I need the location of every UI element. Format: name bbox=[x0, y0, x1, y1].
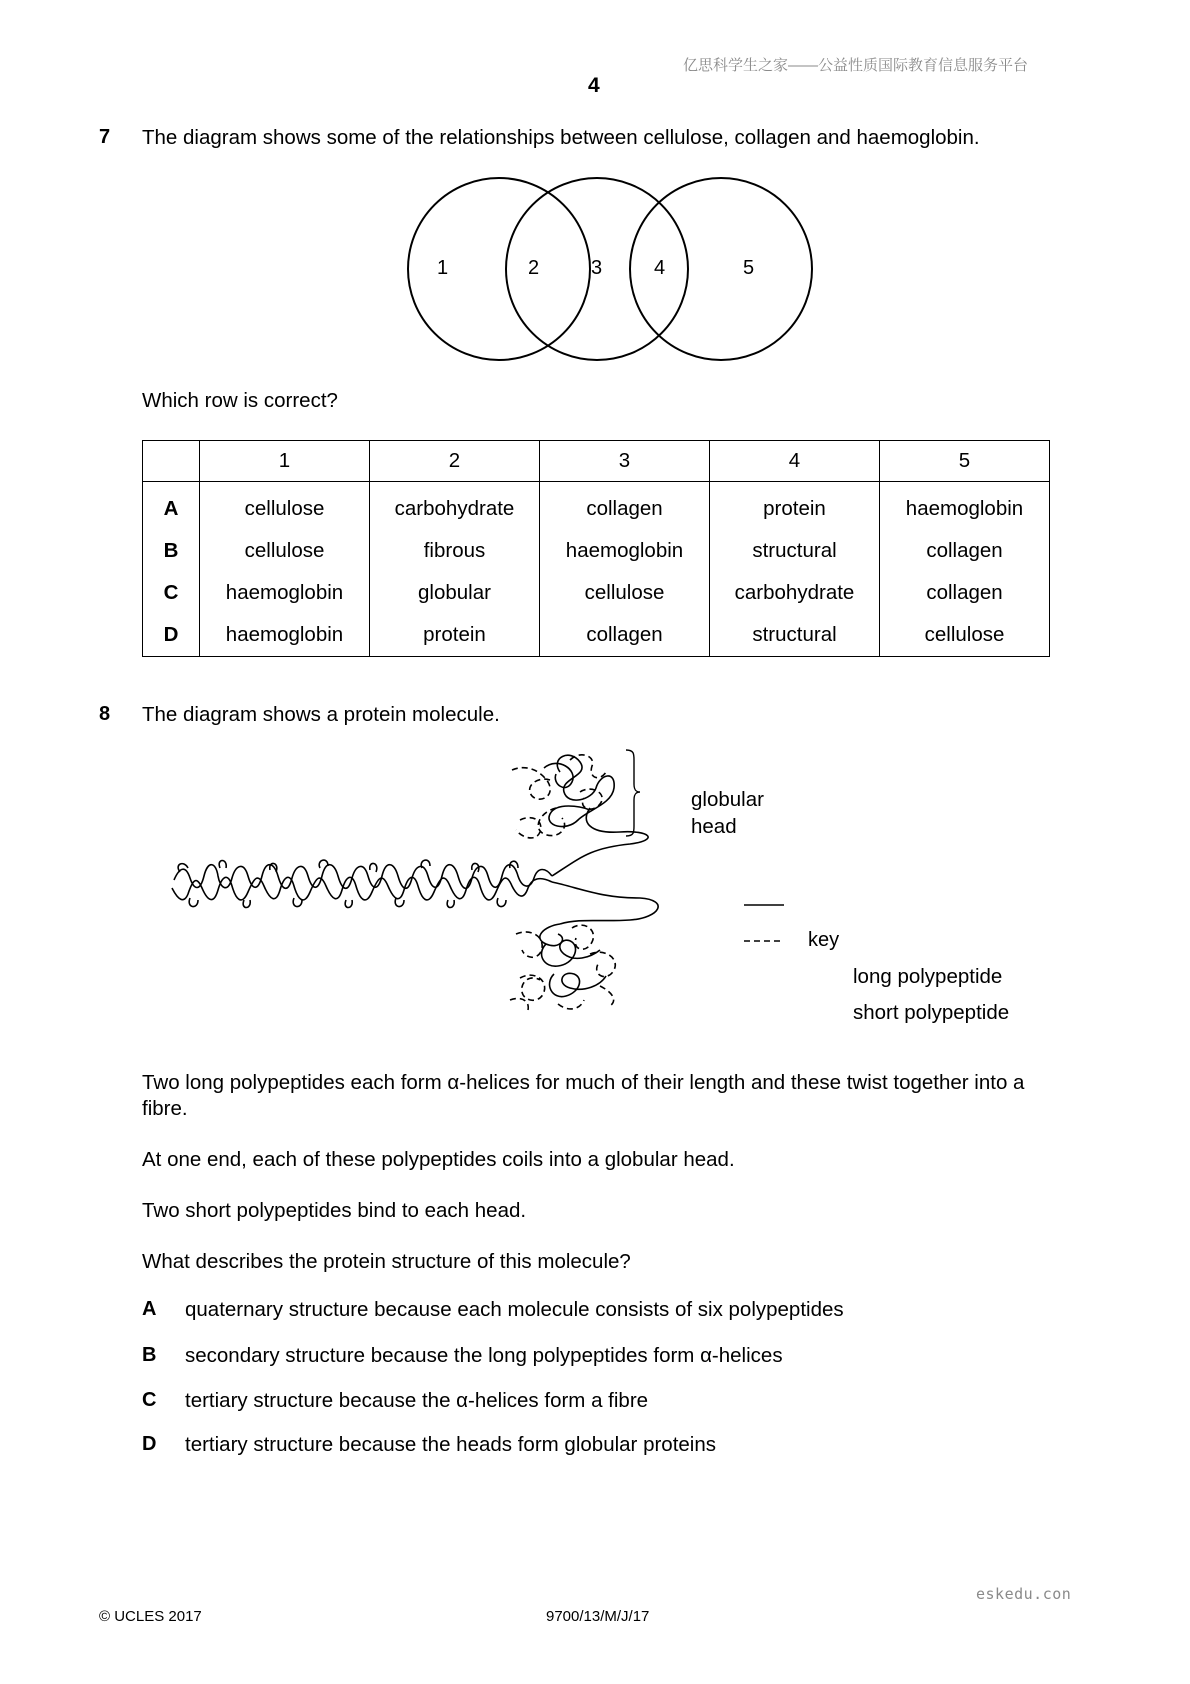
globular-head-upper bbox=[544, 755, 614, 826]
venn-circle-left bbox=[408, 178, 590, 360]
key-title: key bbox=[808, 929, 840, 951]
table-cell: haemoglobin bbox=[200, 614, 370, 657]
table-row bbox=[143, 482, 1050, 531]
table-header-cell: 4 bbox=[710, 441, 880, 482]
question-8-prompt: What describes the protein structure of this molecule? bbox=[142, 1250, 631, 1273]
watermark-text: 亿思科学生之家——公益性质国际教育信息服务平台 bbox=[683, 57, 1029, 74]
table-cell: protein bbox=[370, 614, 540, 657]
question-7-stem: The diagram shows some of the relationships between cellulose, collagen and haemoglobin. bbox=[142, 126, 980, 149]
option-b-letter: B bbox=[142, 1344, 157, 1366]
table-cell: carbohydrate bbox=[710, 572, 880, 614]
venn-region-4: 4 bbox=[654, 257, 666, 279]
table-cell: collagen bbox=[880, 530, 1050, 572]
table-cell: cellulose bbox=[200, 482, 370, 531]
head-bracket bbox=[626, 750, 640, 836]
table-header-cell: 2 bbox=[370, 441, 540, 482]
label-head: head bbox=[691, 815, 737, 838]
paragraph-1-line-1: Two long polypeptides each form α-helices for much of their length and these twist together into a bbox=[142, 1071, 1025, 1094]
paragraph-1-line-2: fibre. bbox=[142, 1097, 188, 1120]
option-a-letter: A bbox=[142, 1298, 157, 1320]
table-cell: collagen bbox=[880, 572, 1050, 614]
table-header-cell: 5 bbox=[880, 441, 1050, 482]
fibrous-tail bbox=[172, 860, 552, 907]
question-8-number: 8 bbox=[99, 703, 111, 725]
table-header-cell: 1 bbox=[200, 441, 370, 482]
row-letter: B bbox=[143, 530, 200, 572]
table-cell: structural bbox=[710, 530, 880, 572]
paragraph-2: At one end, each of these polypeptides coils into a globular head. bbox=[142, 1148, 735, 1171]
answer-table bbox=[142, 440, 1050, 657]
table-cell: globular bbox=[370, 572, 540, 614]
option-d-text: tertiary structure because the heads form globular proteins bbox=[185, 1433, 716, 1456]
option-a-text: quaternary structure because each molecule consists of six polypeptides bbox=[185, 1298, 844, 1321]
label-globular: globular bbox=[691, 788, 764, 811]
table-cell: fibrous bbox=[370, 530, 540, 572]
table-cell: carbohydrate bbox=[370, 482, 540, 531]
table-row bbox=[143, 530, 1050, 572]
table-cell: cellulose bbox=[200, 530, 370, 572]
table-header-row bbox=[143, 441, 1050, 482]
table-cell: structural bbox=[710, 614, 880, 657]
page-number: 4 bbox=[588, 74, 600, 97]
globular-head-lower bbox=[540, 924, 606, 997]
table-row bbox=[143, 572, 1050, 614]
footer-paper-code: 9700/13/M/J/17 bbox=[546, 1608, 650, 1625]
option-c-text: tertiary structure because the α-helices form a fibre bbox=[185, 1389, 649, 1412]
table-header-cell bbox=[143, 441, 200, 482]
question-8-stem: The diagram shows a protein molecule. bbox=[142, 703, 500, 726]
option-b-text: secondary structure because the long polypeptides form α-helices bbox=[185, 1344, 783, 1367]
venn-region-3: 3 bbox=[591, 257, 603, 279]
row-letter: A bbox=[143, 482, 200, 531]
table-row bbox=[143, 614, 1050, 657]
question-7-number: 7 bbox=[99, 126, 111, 148]
option-c-letter: C bbox=[142, 1389, 157, 1411]
table-cell: collagen bbox=[540, 482, 710, 531]
site-watermark: eskedu.con bbox=[976, 1585, 1072, 1603]
table-cell: cellulose bbox=[540, 572, 710, 614]
table-cell: haemoglobin bbox=[540, 530, 710, 572]
table-cell: haemoglobin bbox=[200, 572, 370, 614]
venn-region-2: 2 bbox=[528, 257, 540, 279]
footer-copyright: © UCLES 2017 bbox=[99, 1608, 202, 1625]
table-header-cell: 3 bbox=[540, 441, 710, 482]
option-d-letter: D bbox=[142, 1433, 157, 1455]
short-polypeptide-upper bbox=[512, 755, 606, 838]
question-7-prompt: Which row is correct? bbox=[142, 389, 338, 412]
row-letter: C bbox=[143, 572, 200, 614]
key-short-polypeptide: short polypeptide bbox=[853, 1001, 1010, 1024]
venn-region-1: 1 bbox=[437, 257, 449, 279]
row-letter: D bbox=[143, 614, 200, 657]
table-cell: cellulose bbox=[880, 614, 1050, 657]
table-cell: haemoglobin bbox=[880, 482, 1050, 531]
venn-region-5: 5 bbox=[743, 257, 755, 279]
key-long-polypeptide: long polypeptide bbox=[853, 965, 1003, 988]
long-chain-lower bbox=[552, 882, 658, 924]
table-cell: collagen bbox=[540, 614, 710, 657]
paragraph-3: Two short polypeptides bind to each head. bbox=[142, 1199, 527, 1222]
table-cell: protein bbox=[710, 482, 880, 531]
